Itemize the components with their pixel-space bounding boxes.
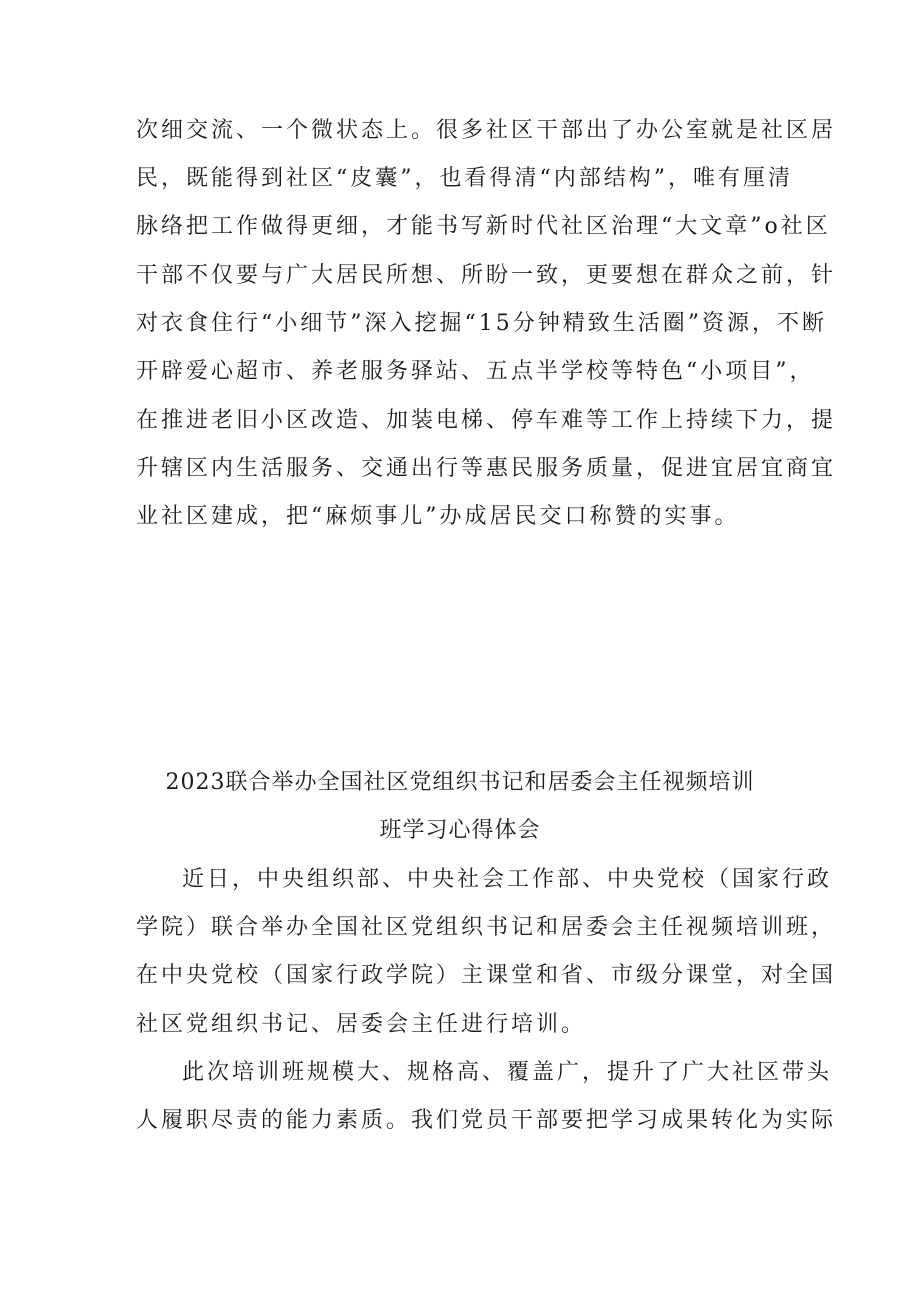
paragraph-line: 此次培训班规模大、规格高、覆盖广，提升了广大社区带头 [182,1060,833,1085]
paragraph-line: 民，既能得到社区“皮囊”，也看得清“内部结构”，唯有厘清 [136,166,793,191]
paragraph-line: 开辟爱心超市、养老服务驿站、五点半学校等特色“小项目”， [136,359,815,384]
paragraph-line: 在推进老旧小区改造、加装电梯、停车难等工作上持续下力，提 [136,408,837,433]
paragraph-line: 人履职尽责的能力素质。我们党员干部要把学习成果转化为实际 [136,1108,837,1133]
paragraph-line: 学院）联合举办全国社区党组织书记和居委会主任视频培训班， [136,915,837,940]
paragraph-line: 社区党组织书记、居委会主任进行培训。 [136,1012,587,1037]
paragraph-line: 在中央党校（国家行政学院）主课堂和省、市级分课堂，对全国 [136,963,837,988]
paragraph-line: 干部不仅要与广大居民所想、所盼一致，更要想在群众之前，针 [136,263,837,288]
article-title-line1: 2023联合举办全国社区党组织书记和居委会主任视频培训 [165,770,755,795]
paragraph-line: 脉络把工作做得更细，才能书写新时代社区治理“大文章”o社区 [136,214,831,239]
paragraph-line: 对衣食住行“小细节”深入挖掘“15分钟精致生活圈”资源，不断 [136,311,827,336]
paragraph-line: 升辖区内生活服务、交通出行等惠民服务质量，促进宜居宜商宜 [136,456,837,481]
paragraph-line: 次细交流、一个微状态上。很多社区干部出了办公室就是社区居 [136,118,837,143]
paragraph-line: 业社区建成，把“麻烦事儿”办成居民交口称赞的实事。 [136,504,740,529]
article-title-line2: 班学习心得体会 [379,818,541,843]
paragraph-line: 近日，中央组织部、中央社会工作部、中央党校（国家行政 [182,867,833,892]
